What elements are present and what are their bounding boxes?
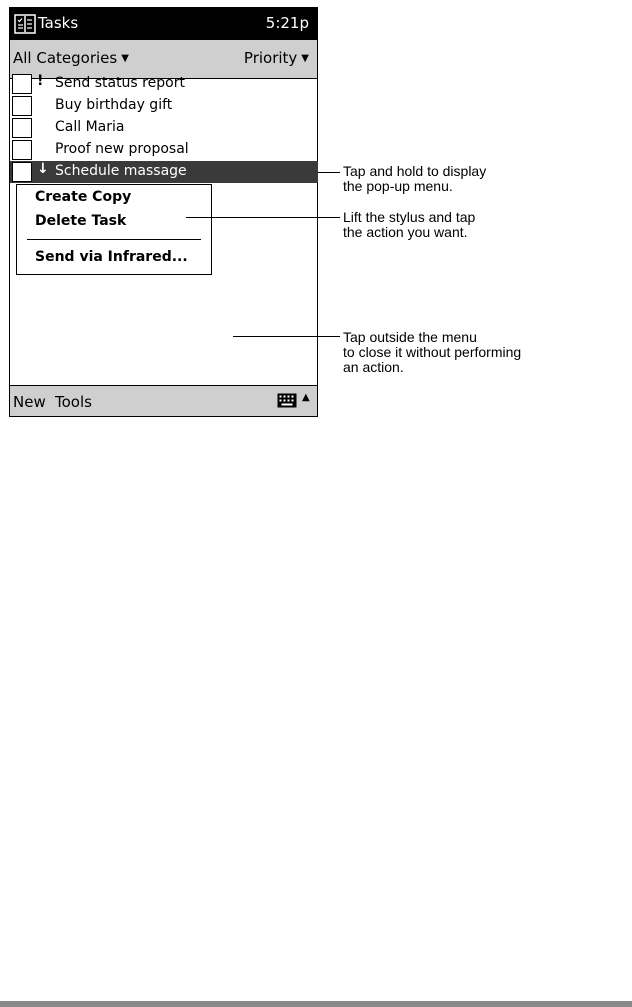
title-bar	[10, 8, 317, 40]
app-title: Tasks	[38, 14, 79, 32]
menu-separator	[27, 239, 201, 240]
task-row[interactable]	[10, 73, 318, 95]
menu-item-delete-task[interactable]: Delete Task	[35, 213, 127, 229]
low-priority-arrow-icon: ↓	[37, 161, 49, 177]
callout-leader-line	[186, 217, 340, 218]
chevron-down-icon: ▼	[301, 53, 309, 64]
high-priority-icon: !	[37, 73, 44, 89]
task-checkbox[interactable]	[12, 140, 32, 160]
new-menu-button[interactable]: New	[13, 393, 46, 411]
menu-item-create-copy[interactable]: Create Copy	[35, 189, 132, 205]
callout-lift-stylus: Lift the stylus and tap the action you want.	[343, 209, 476, 240]
pocketpc-screen	[9, 7, 318, 417]
page-footer-bar	[0, 1001, 632, 1007]
task-row[interactable]	[10, 117, 318, 139]
menu-item-send-via-infrared[interactable]: Send via Infrared...	[35, 249, 188, 265]
category-filter-dropdown[interactable]	[13, 49, 129, 67]
sort-dropdown[interactable]	[244, 49, 309, 67]
task-label: Call Maria	[55, 119, 125, 135]
bottom-menu-bar	[10, 385, 317, 416]
chevron-down-icon: ▼	[121, 53, 129, 64]
task-checkbox[interactable]	[12, 162, 32, 182]
task-label: Buy birthday gift	[55, 97, 173, 113]
clock[interactable]: 5:21p	[265, 14, 309, 32]
task-row-selected[interactable]	[10, 161, 318, 183]
keyboard-icon[interactable]	[277, 393, 297, 408]
task-checkbox[interactable]	[12, 96, 32, 116]
callout-leader-line	[233, 336, 340, 337]
sort-label: Priority	[243, 49, 298, 67]
task-label: Proof new proposal	[55, 141, 189, 157]
task-checkbox[interactable]	[12, 74, 32, 94]
category-filter-label: All Categories	[13, 49, 118, 67]
task-label: Send status report	[55, 75, 185, 91]
task-row[interactable]	[10, 139, 318, 161]
tasks-app-icon	[14, 14, 36, 34]
task-label: Schedule massage	[55, 163, 187, 179]
callout-tap-outside: Tap outside the menu to close it without performing an action.	[343, 329, 522, 375]
input-panel-arrow-icon[interactable]: ▲	[302, 392, 310, 403]
callout-tap-and-hold: Tap and hold to display the pop-up menu.	[343, 163, 487, 194]
context-popup-menu	[16, 184, 212, 275]
task-row[interactable]	[10, 95, 318, 117]
tools-menu-button[interactable]: Tools	[55, 393, 92, 411]
callout-leader-line	[318, 172, 340, 173]
task-checkbox[interactable]	[12, 118, 32, 138]
